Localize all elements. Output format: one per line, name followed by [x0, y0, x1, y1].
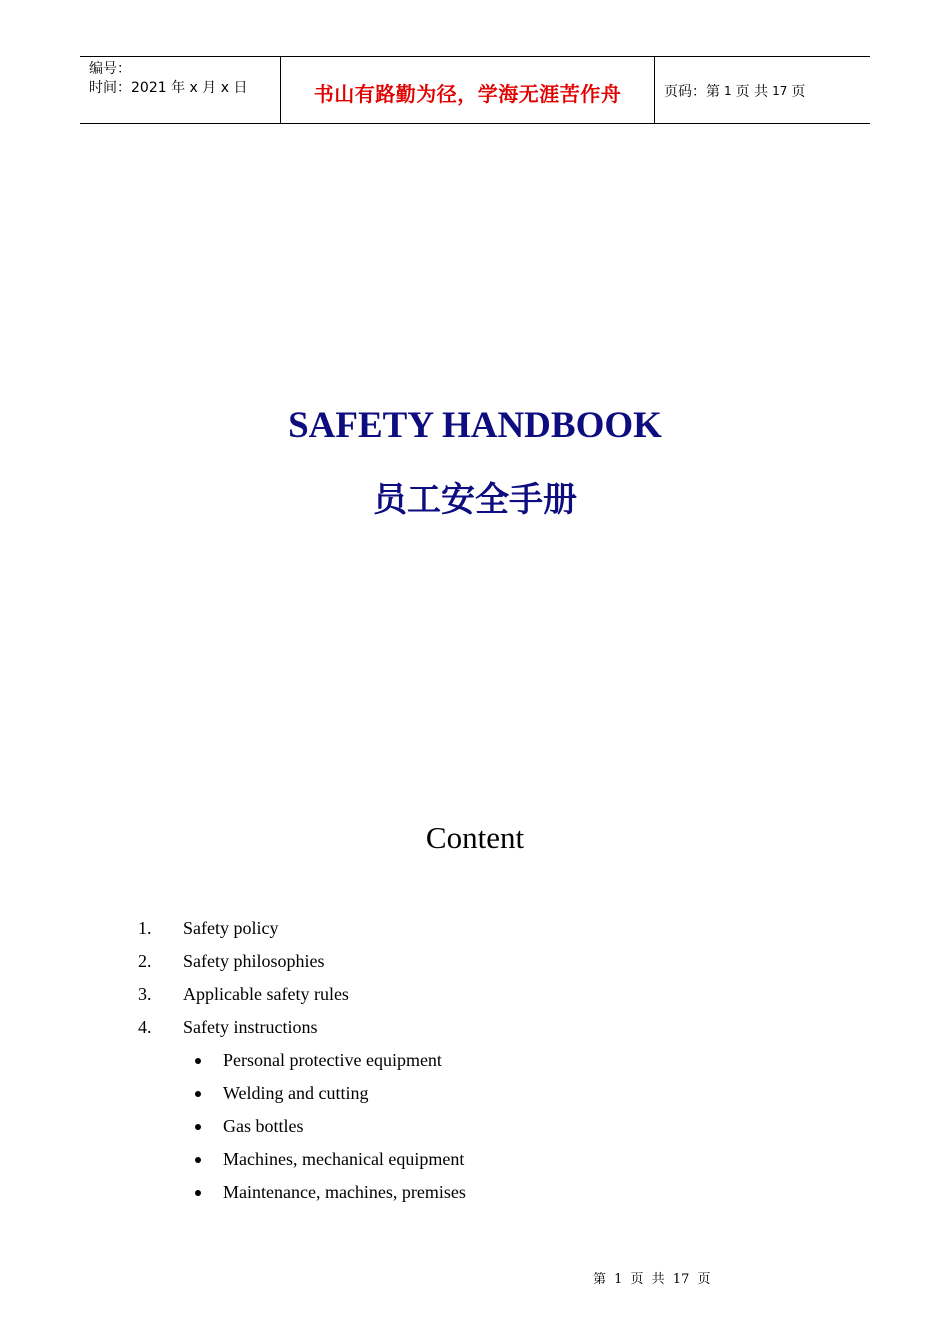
toc-item: [0, 912, 950, 945]
header-meta-cell: [80, 57, 281, 123]
bullet-icon: [195, 1091, 201, 1097]
toc-item: [0, 1011, 950, 1044]
page-footer: 第 1 页 共 17 页: [593, 1272, 711, 1287]
title-english: SAFETY HANDBOOK: [288, 405, 662, 446]
toc-sub-item-label: Personal protective equipment: [223, 1050, 442, 1070]
toc-item-number: 3.: [138, 984, 152, 1004]
toc-item-label: Safety policy: [183, 918, 279, 938]
toc-sub-item-label: Machines, mechanical equipment: [223, 1149, 465, 1169]
content-heading: Content: [425, 820, 525, 855]
toc-item-number: 1.: [138, 918, 152, 938]
bullet-icon: [195, 1058, 201, 1064]
toc-sub-item-label: Welding and cutting: [223, 1083, 369, 1103]
bullet-icon: [195, 1157, 201, 1163]
bullet-icon: [195, 1190, 201, 1196]
toc-sub-item: [0, 1176, 950, 1209]
page-prefix: 页码：第: [664, 84, 720, 100]
header-page-cell: [655, 57, 870, 123]
table-of-contents: [0, 912, 950, 1209]
toc-item-label: Applicable safety rules: [183, 984, 349, 1004]
toc-item-number: 4.: [138, 1017, 152, 1037]
toc-sub-item: [0, 1044, 950, 1077]
number-label: 编号：: [89, 61, 131, 77]
toc-item-label: Safety philosophies: [183, 951, 325, 971]
toc-item-number: 2.: [138, 951, 152, 971]
toc-sub-item-label: Maintenance, machines, premises: [223, 1182, 466, 1202]
title-chinese: 员工安全手册: [373, 480, 577, 520]
time-label: 时间：2021 年 x 月 x 日: [89, 80, 248, 96]
bullet-icon: [195, 1124, 201, 1130]
toc-sub-item: [0, 1143, 950, 1176]
motto-text: 书山有路勤为径，学海无涯苦作舟: [313, 81, 622, 106]
toc-sub-item: [0, 1110, 950, 1143]
toc-item-label: Safety instructions: [183, 1017, 318, 1037]
toc-item: [0, 945, 950, 978]
page-current: 1: [724, 84, 732, 98]
page-mid: 页 共: [735, 84, 769, 100]
page-suffix: 页: [791, 84, 806, 100]
page-total: 17: [772, 84, 788, 98]
toc-sub-item: [0, 1077, 950, 1110]
header-motto-cell: [281, 57, 655, 123]
toc-sub-item-label: Gas bottles: [223, 1116, 304, 1136]
document-header: [80, 56, 870, 124]
toc-item: [0, 978, 950, 1011]
